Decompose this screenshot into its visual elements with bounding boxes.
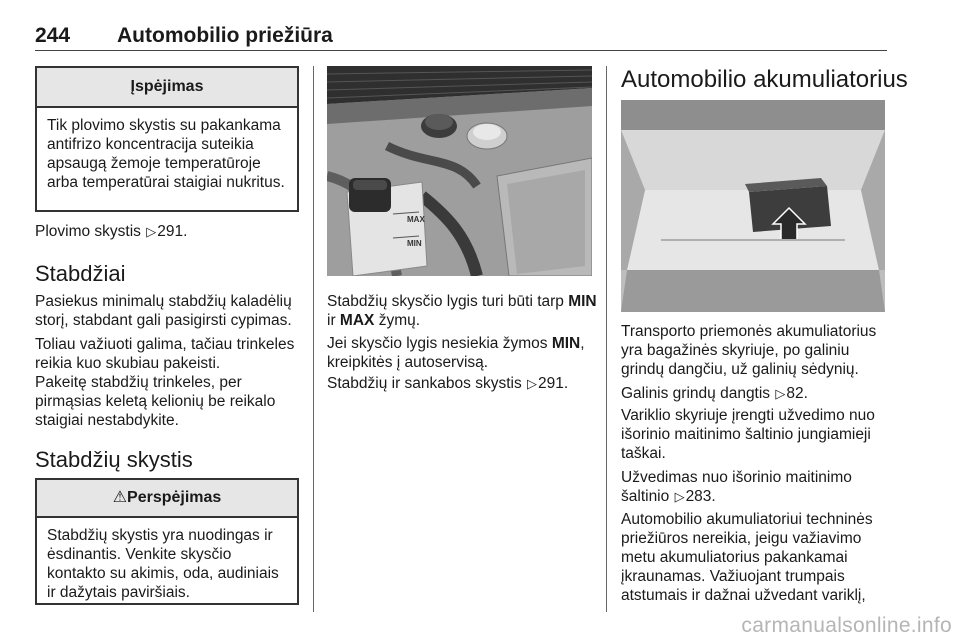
- battery-paragraph-1: Transporto priemonės akumuliatorius yra bagažinės skyriuje, po galiniu grindų dangčiu, už galinių sėdynių.: [621, 323, 877, 378]
- battery-paragraph-5: Automobilio akumuliatoriui techninės priežiūros nereikia, jeigu važiavimo metu akumuliatorius pakankamai įkraunamas. Važiuojant trumpais atstumais ir dažnai užvedant variklį,: [621, 511, 873, 604]
- engine-bay-illustration: [327, 66, 592, 276]
- warning-box-text: Stabdžių skystis yra nuodingas ir ėsdinantis. Venkite skysčio kontakto su akimis, oda, audiniais ir dažytais paviršiais.: [47, 527, 279, 601]
- page-number: 244: [35, 24, 71, 47]
- section-heading-brake-fluid: Stabdžių skystis: [35, 447, 193, 472]
- section-heading-battery: Automobilio akumuliatorius: [621, 66, 908, 93]
- brake-fluid-reservoir-photo: [327, 66, 592, 276]
- section-heading-brakes: Stabdžiai: [35, 261, 126, 286]
- page-ref-arrow-icon: ▷: [775, 386, 786, 401]
- battery-location-photo: [621, 100, 885, 312]
- warning-triangle-icon: ⚠: [112, 489, 128, 506]
- brake-fluid-low-paragraph: Jei skysčio lygis nesiekia žymos MIN, kreipkitės į autoservisą.: [327, 335, 585, 371]
- page-ref-link[interactable]: 291.: [538, 375, 569, 392]
- page-ref-arrow-icon: ▷: [674, 489, 685, 504]
- header-divider: [35, 50, 887, 51]
- column-divider-left: [313, 66, 314, 612]
- warning-box-title: ⚠Perspėjimas: [37, 480, 297, 518]
- brakes-paragraph-3: Pakeitę stabdžių trinkeles, per pirmąsias keletą kelionių be reikalo staigiai nestabdykite.: [35, 374, 276, 429]
- caution-box-title: Įspėjimas: [37, 68, 297, 108]
- caution-box-text: Tik plovimo skystis su pakankama antifrizo koncentracija suteikia apsaugą žemoje temperatūroje arba temperatūrai staigiai nukritus.: [47, 117, 285, 191]
- page-ref-link[interactable]: 82.: [786, 385, 808, 402]
- washer-fluid-ref: Plovimo skystis ▷291.: [35, 223, 188, 240]
- brake-fluid-level-paragraph: Stabdžių skysčio lygis turi būti tarp MIN ir MAX žymų.: [327, 293, 597, 329]
- rear-floor-cover-ref: Galinis grindų dangtis ▷82.: [621, 385, 808, 402]
- page-ref-arrow-icon: ▷: [527, 376, 538, 391]
- page-ref-link[interactable]: 291.: [157, 223, 188, 240]
- caution-box: [35, 66, 299, 212]
- jump-start-ref: Užvedimas nuo išorinio maitinimo šaltinio ▷283.: [621, 469, 852, 505]
- page-ref-arrow-icon: ▷: [146, 224, 157, 239]
- page-title: Automobilio priežiūra: [117, 24, 333, 47]
- page-ref-link[interactable]: 283.: [685, 488, 716, 505]
- brakes-paragraph-1: Pasiekus minimalų stabdžių kaladėlių storį, stabdant gali pasigirsti cypimas.: [35, 293, 292, 329]
- warning-box: [35, 478, 299, 605]
- brakes-paragraph-2: Toliau važiuoti galima, tačiau trinkeles reikia kuo skubiau pakeisti.: [35, 336, 295, 372]
- trunk-illustration: [621, 100, 885, 312]
- battery-paragraph-3: Variklio skyriuje įrengti užvedimo nuo išorinio maitinimo šaltinio jungiamieji taškai.: [621, 407, 875, 462]
- watermark-text: carmanualsonline.info: [741, 614, 952, 637]
- column-divider-right: [606, 66, 607, 612]
- max-mark-label: MAX: [407, 215, 425, 224]
- page-header: [35, 24, 885, 52]
- min-mark-label: MIN: [407, 239, 422, 248]
- brake-clutch-fluid-ref: Stabdžių ir sankabos skystis ▷291.: [327, 375, 569, 392]
